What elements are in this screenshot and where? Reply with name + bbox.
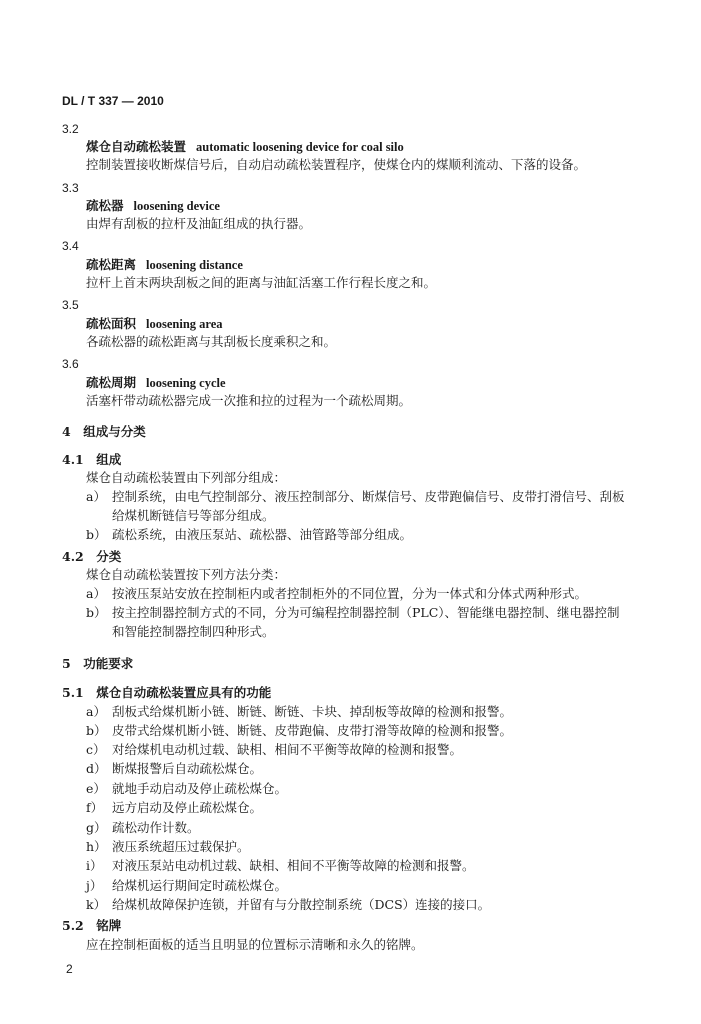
term-en: loosening device [133,199,220,213]
term-zh: 疏松周期 [86,375,137,390]
list-text: 给煤机运行期间定时疏松煤仓。 [112,878,288,893]
list-marker: e） [86,781,106,796]
clause-number-3-4: 3.4 [62,239,79,253]
list-marker: k） [86,897,107,912]
list-text: 对液压泵站电动机过载、缺相、相间不平衡等故障的检测和报警。 [112,858,475,873]
list-marker: c） [86,742,106,757]
list-item [86,605,620,621]
section-4-heading: 4 组成与分类 [62,424,146,439]
list-item [86,742,462,758]
term-zh: 疏松器 [86,198,124,213]
list-item [86,800,262,816]
term-3-3 [86,198,220,214]
list-marker: d） [86,761,107,776]
list-marker: g） [86,820,107,835]
list-marker: b） [86,527,107,542]
term-en: loosening distance [146,258,243,272]
list-text: 远方启动及停止疏松煤仓。 [112,800,263,815]
term-en: automatic loosening device for coal silo [196,140,404,154]
list-item [86,704,512,720]
list-item [86,897,490,913]
section-4-2-heading: 4.2 分类 [62,549,122,564]
page-number: 2 [66,962,73,976]
clause-number-3-5: 3.5 [62,298,79,312]
list-text: 皮带式给煤机断小链、断链、皮带跑偏、皮带打滑等故障的检测和报警。 [112,723,513,738]
term-en: loosening cycle [146,376,226,390]
list-item-continuation: 给煤机断链信号等部分组成。 [112,508,275,523]
term-zh: 煤仓自动疏松装置 [86,139,187,154]
term-3-6 [86,375,226,391]
list-marker: a） [86,704,106,719]
list-item-continuation: 和智能控制器控制四种形式。 [112,624,275,639]
section-4-1-intro: 煤仓自动疏松装置由下列部分组成： [86,470,287,485]
list-marker: f） [86,800,104,815]
list-text: 疏松系统，由液压泵站、疏松器、油管路等部分组成。 [112,527,413,542]
definition-3-4: 拉杆上首末两块刮板之间的距离与油缸活塞工作行程长度之和。 [86,275,437,290]
document-header: DL / T 337 — 2010 [62,94,164,108]
definition-3-6: 活塞杆带动疏松器完成一次推和拉的过程为一个疏松周期。 [86,393,412,408]
list-text: 给煤机故障保护连锁，并留有与分散控制系统（DCS）连接的接口。 [112,897,491,912]
list-item [86,761,262,777]
section-5-1-heading: 5.1 煤仓自动疏松装置应具有的功能 [62,685,272,700]
list-text: 按液压泵站安放在控制柜内或者控制柜外的不同位置，分为一体式和分体式两种形式。 [112,586,588,601]
section-4-2-intro: 煤仓自动疏松装置按下列方法分类： [86,567,287,582]
list-text: 断煤报警后自动疏松煤仓。 [112,761,263,776]
section-5-heading: 5 功能要求 [62,656,134,671]
list-marker: b） [86,723,107,738]
term-3-5 [86,316,223,332]
list-marker: j） [86,878,103,893]
section-5-2-heading: 5.2 铭牌 [62,918,122,933]
clause-number-3-2: 3.2 [62,122,79,136]
list-item [86,820,200,836]
list-item [86,839,250,855]
list-text: 按主控制器控制方式的不同，分为可编程控制器控制（PLC）、智能继电器控制、继电器控制 [112,605,620,620]
list-marker: a） [86,586,106,601]
list-marker: a） [86,489,106,504]
term-zh: 疏松距离 [86,257,137,272]
list-item [86,858,475,874]
list-text: 刮板式给煤机断小链、断链、断链、卡块、掉刮板等故障的检测和报警。 [112,704,513,719]
section-4-1-heading: 4.1 组成 [62,452,122,467]
clause-number-3-6: 3.6 [62,357,79,371]
list-item [86,489,625,505]
list-marker: i） [86,858,103,873]
list-marker: b） [86,605,107,620]
section-5-2-text: 应在控制柜面板的适当且明显的位置标示清晰和永久的铭牌。 [86,937,424,952]
list-marker: h） [86,839,107,854]
definition-3-2: 控制装置接收断煤信号后，自动启动疏松装置程序，使煤仓内的煤顺利流动、下落的设备。 [86,157,587,172]
list-item [86,527,412,543]
clause-number-3-3: 3.3 [62,181,79,195]
definition-3-3: 由焊有刮板的拉杆及油缸组成的执行器。 [86,216,312,231]
list-item [86,723,512,739]
term-3-2 [86,139,404,155]
list-text: 对给煤机电动机过载、缺相、相间不平衡等故障的检测和报警。 [112,742,463,757]
list-text: 就地手动启动及停止疏松煤仓。 [112,781,288,796]
term-en: loosening area [146,317,223,331]
list-item [86,878,287,894]
list-text: 控制系统，由电气控制部分、液压控制部分、断煤信号、皮带跑偏信号、皮带打滑信号、刮板 [112,489,625,504]
list-text: 疏松动作计数。 [112,820,200,835]
list-text: 液压系统超压过载保护。 [112,839,250,854]
list-item [86,781,287,797]
definition-3-5: 各疏松器的疏松距离与其刮板长度乘积之和。 [86,334,337,349]
term-3-4 [86,257,243,273]
term-zh: 疏松面积 [86,316,137,331]
list-item [86,586,587,602]
